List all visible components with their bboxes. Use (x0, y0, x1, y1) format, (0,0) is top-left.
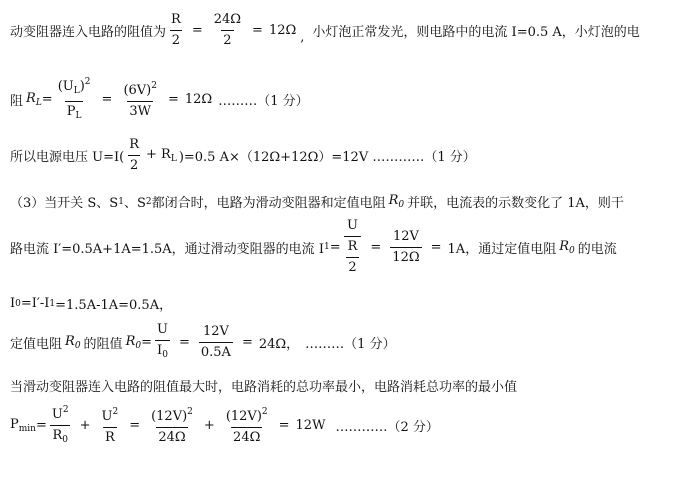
equals-sign: = (41, 91, 53, 107)
fraction-denominator: $R_0$ (50, 425, 70, 448)
fraction-6v2-over-3w (121, 78, 159, 120)
fraction-denominator: 2 (128, 155, 140, 174)
fraction-denominator: 12Ω (390, 247, 421, 266)
fraction-numerator: R (129, 137, 139, 152)
fraction-denominator: 2 (221, 30, 233, 49)
score-note: ………（1 分） (218, 93, 309, 109)
equals-sign: = (278, 417, 290, 433)
line4-text-a: （3）当开关 S、S (10, 196, 119, 211)
fraction-numerator: R (171, 12, 181, 27)
pmin-var: $P_{min}$ (10, 416, 36, 434)
fraction-numerator: $U^2$ (101, 407, 119, 424)
fraction-numerator: $U^2$ (51, 405, 69, 422)
equals-sign: = (178, 335, 190, 350)
subscript: 1 (323, 242, 330, 252)
comma: , (300, 30, 305, 45)
line-2 (10, 74, 309, 124)
fraction-denominator: 3W (127, 101, 153, 120)
fraction-u-over-r-half (344, 218, 362, 276)
score-note: …………（2 分） (335, 419, 439, 435)
result-value: 12Ω (184, 91, 213, 107)
plus-sign: + (79, 417, 91, 433)
fraction-r-over-2 (169, 12, 183, 49)
fraction-12v-over-12ohm (390, 229, 421, 266)
line-3 (10, 137, 476, 174)
line-7 (10, 322, 396, 363)
line-4 (10, 192, 624, 211)
fraction-denominator: 2 (170, 30, 182, 49)
line1-prefix: 动变阻器连入电路的阻值为 (10, 25, 167, 40)
plus-sign: + (203, 417, 215, 433)
line5-suffix: 的电流 (577, 241, 617, 257)
line4-text-d: 并联，电流表的示数变化了 1A，则干 (407, 196, 624, 211)
line-9 (10, 402, 439, 448)
fraction-24-over-2 (212, 12, 243, 49)
line8-text: 当滑动变阻器连入电路的阻值最大时，电路消耗的总功率最小，电路消耗总功率的最小值 (10, 380, 518, 395)
line2-prefix: 阻 (10, 93, 24, 109)
equals-sign: = (329, 239, 341, 255)
line7-prefix: 定值电阻 (10, 337, 63, 352)
r0-var: $R_0$ (65, 334, 81, 351)
fraction-12v-over-05a (199, 324, 233, 361)
fraction-denominator: 24Ω (156, 427, 187, 446)
plus-rl: + $R_L$ (146, 147, 177, 164)
fraction-denominator: 0.5A (199, 342, 233, 361)
fraction-denominator: $I_0$ (155, 340, 170, 363)
result-value: 12Ω (268, 23, 297, 38)
line-8 (10, 376, 517, 395)
r0-var: $R_0$ (559, 238, 575, 256)
fraction-denominator: 24Ω (231, 427, 262, 446)
fraction-u2-over-r (99, 404, 120, 446)
result-value: 1A，通过定值电阻 (447, 241, 557, 257)
equals-sign: = (167, 91, 179, 107)
line7-mid: 的阻值 (83, 337, 123, 352)
nested-fraction: $\frac{R}{2}$ (347, 239, 358, 275)
line5-prefix: 路电流 I′=0.5A+1A=1.5A，通过滑动变阻器的电流 I (10, 241, 324, 257)
r0-var: $R_0$ (388, 193, 405, 210)
i0-var: I (10, 296, 16, 311)
line4-text-c: 都闭合时，电路为滑动变阻器和定值电阻 (151, 196, 386, 211)
equals-sign: = (191, 23, 203, 38)
line4-text-b: 、S (123, 196, 146, 211)
fraction-denominator: R (103, 427, 117, 446)
fraction-u-over-i0 (155, 322, 170, 363)
line1-suffix: 小灯泡正常发光，则电路中的电流 I=0.5 A，小灯泡的电 (312, 25, 640, 40)
result-value: 12W (295, 417, 326, 433)
line3-prefix: 所以电源电压 U=I( (10, 150, 125, 165)
line6-text: =I′-I (20, 296, 50, 311)
score-note: ………（1 分） (305, 337, 396, 352)
fraction-numerator: 12V (202, 324, 229, 339)
r0-var: $R_0$ (125, 334, 142, 351)
equals-sign: = (101, 91, 113, 107)
fraction-12v2-over-24ohm-2 (224, 404, 270, 446)
equals-sign: = (252, 23, 263, 38)
equals-sign: = (241, 335, 253, 350)
equals-sign: = (141, 335, 152, 350)
fraction-numerator: $(U_L)^2$ (57, 77, 91, 96)
equals-sign: = (430, 239, 442, 255)
line-5 (10, 218, 617, 276)
fraction-numerator: U (347, 218, 358, 233)
fraction-numerator: $(6V)^2$ (123, 81, 157, 98)
result-value: 24Ω， (258, 337, 300, 352)
fraction-denominator: $P_L$ (65, 101, 84, 124)
fraction-ul2-over-pl (56, 74, 93, 124)
equals-sign: = (370, 239, 382, 255)
subscript: 2 (145, 196, 152, 207)
resistance-var: $R_L$ (26, 90, 42, 108)
fraction-r-over-2 (127, 137, 141, 174)
fraction-numerator: 24Ω (213, 12, 242, 27)
line6-text2: =1.5A-1A=0.5A， (55, 298, 173, 313)
line-6: I 0 =I′-I 1 =1.5A-1A=0.5A， (10, 296, 173, 313)
fraction-u2-over-r0 (50, 402, 71, 448)
fraction-12v2-over-24ohm (149, 404, 195, 446)
subscript: 1 (118, 196, 124, 207)
fraction-numerator: $(12V)^2$ (225, 407, 268, 424)
equals-sign: = (35, 417, 47, 433)
fraction-numerator: $(12V)^2$ (151, 407, 193, 424)
equals-sign: = (129, 417, 141, 433)
line-1 (10, 12, 640, 49)
fraction-denominator (344, 236, 362, 276)
line3-suffix: )=0.5 A×（12Ω+12Ω）=12V …………（1 分） (178, 150, 476, 165)
fraction-numerator: U (157, 322, 168, 337)
fraction-numerator: 12V (392, 228, 419, 244)
